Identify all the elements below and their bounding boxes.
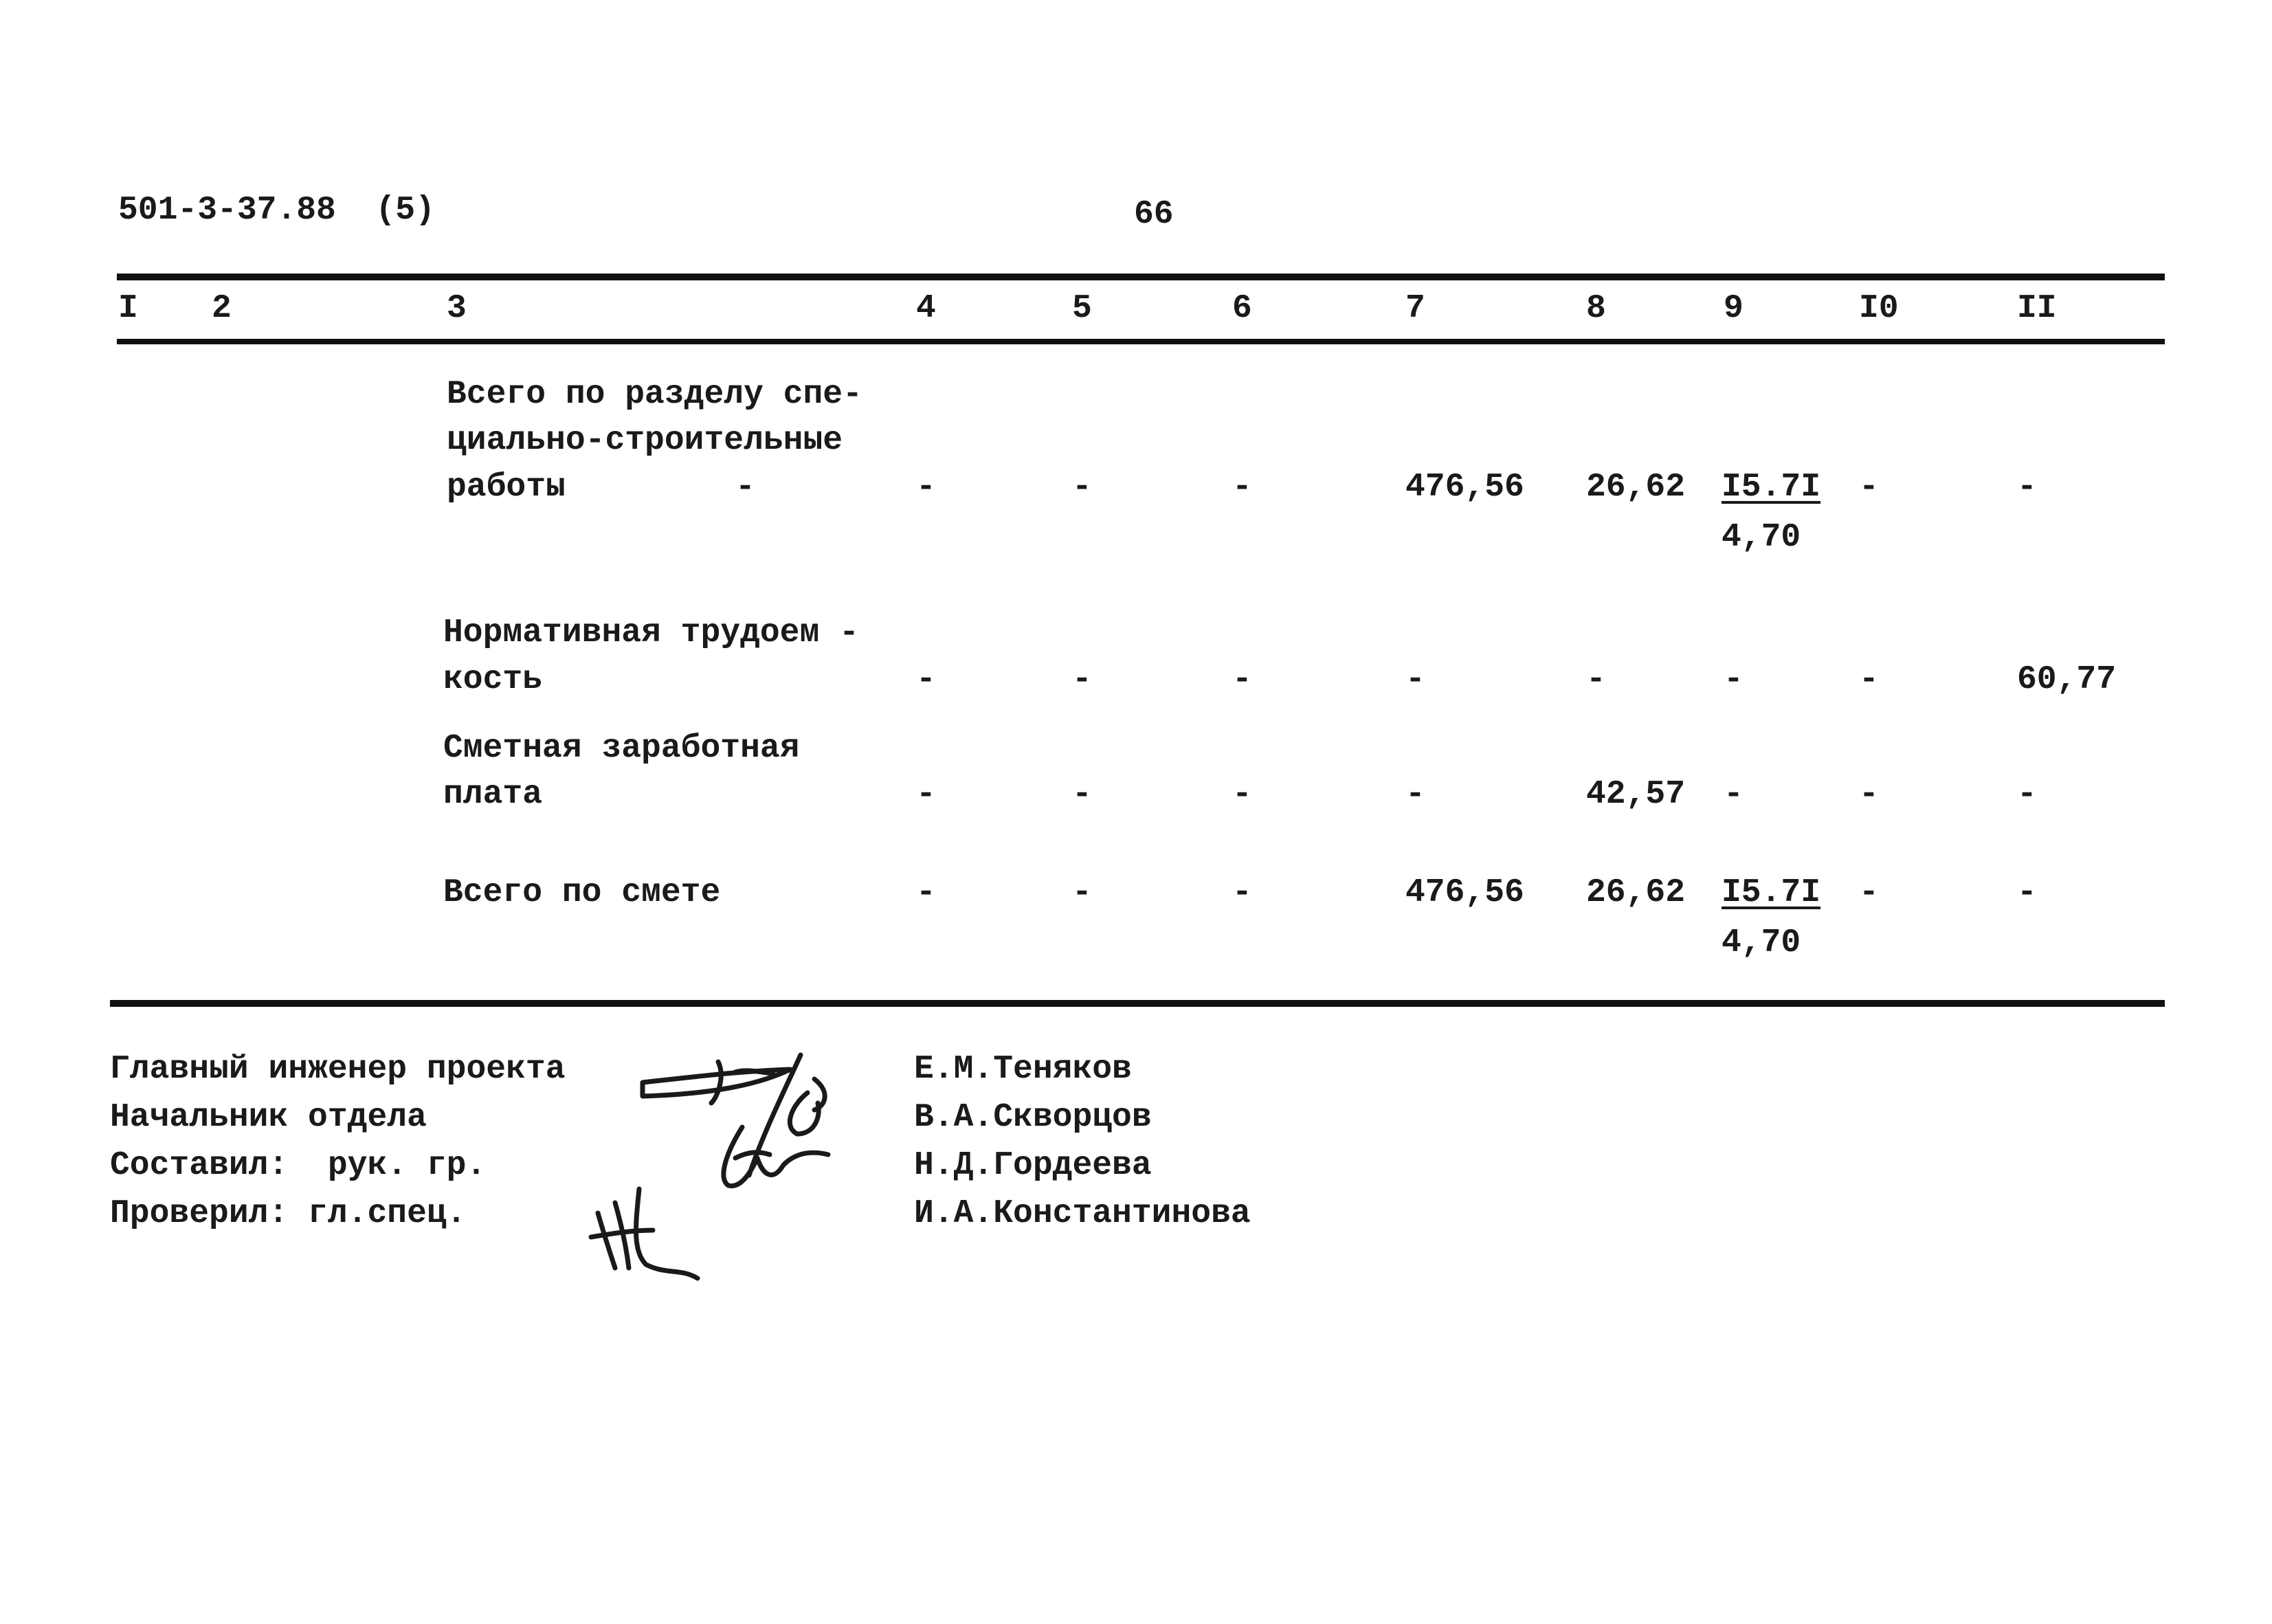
cell: -: [1724, 776, 1744, 813]
row-label-line: Всего по разделу спе-: [447, 376, 862, 413]
cell: -: [1072, 661, 1092, 698]
row-label-line: Нормативная трудоем -: [443, 614, 859, 652]
column-header: 5: [1072, 290, 1092, 327]
table-top-rule: [117, 274, 2165, 280]
row-label-line: Всего по смете: [443, 874, 721, 911]
person-name: И.А.Константинова: [914, 1195, 1251, 1232]
cell: -: [1586, 661, 1606, 698]
person-name: Н.Д.Гордеева: [914, 1147, 1152, 1184]
cell: -: [1859, 874, 1879, 911]
cell-fraction-bottom: 4,70: [1722, 924, 1801, 961]
cell: -: [1859, 776, 1879, 813]
cell: -: [916, 776, 936, 813]
cell: -: [1232, 469, 1252, 506]
row-label-line: циально-строительные: [447, 422, 843, 459]
document-code: 501-3-37.88 (5): [118, 192, 435, 229]
column-header: 2: [212, 290, 232, 327]
column-header: 9: [1724, 290, 1744, 327]
role-label: Проверил: гл.спец.: [110, 1195, 467, 1232]
cell: -: [1232, 661, 1252, 698]
cell: 476,56: [1405, 469, 1524, 506]
cell: -: [1072, 874, 1092, 911]
column-header: 8: [1586, 290, 1606, 327]
cell: -: [2017, 469, 2037, 506]
cell: -: [1405, 661, 1425, 698]
column-header: I0: [1859, 290, 1899, 327]
cell-fraction-top: I5.7I: [1722, 874, 1821, 911]
cell: 26,62: [1586, 469, 1686, 506]
cell: -: [1405, 776, 1425, 813]
cell: 42,57: [1586, 776, 1686, 813]
cell: -: [1859, 661, 1879, 698]
person-name: В.А.Скворцов: [914, 1099, 1152, 1136]
cell: -: [1859, 469, 1879, 506]
column-header: I: [118, 290, 138, 327]
cell: 60,77: [2017, 661, 2117, 698]
row-label-line: плата: [443, 776, 543, 813]
row-label-line: кость: [443, 661, 543, 698]
cell: -: [1072, 776, 1092, 813]
role-label: Начальник отдела: [110, 1099, 427, 1136]
role-label: Составил: рук. гр.: [110, 1147, 487, 1184]
column-header: 3: [447, 290, 467, 327]
handwritten-signatures: [577, 1031, 900, 1292]
person-name: Е.М.Теняков: [914, 1051, 1132, 1088]
page-number: 66: [1134, 196, 1174, 233]
cell: -: [1724, 661, 1744, 698]
header-bottom-rule: [117, 339, 2165, 344]
row-label-line: работы: [447, 469, 566, 506]
cell: -: [2017, 776, 2037, 813]
role-label: Главный инженер проекта: [110, 1051, 566, 1088]
column-header: 4: [916, 290, 936, 327]
cell: -: [1232, 874, 1252, 911]
cell: 26,62: [1586, 874, 1686, 911]
column-header: II: [2017, 290, 2057, 327]
cell-dash: -: [735, 469, 755, 506]
cell: -: [916, 874, 936, 911]
cell: -: [1232, 776, 1252, 813]
cell: -: [916, 661, 936, 698]
cell: -: [1072, 469, 1092, 506]
cell: -: [916, 469, 936, 506]
cell: 476,56: [1405, 874, 1524, 911]
cell: -: [2017, 874, 2037, 911]
table-bottom-rule: [110, 1000, 2165, 1007]
cell-fraction-top: I5.7I: [1722, 469, 1821, 506]
column-header: 6: [1232, 290, 1252, 327]
cell-fraction-bottom: 4,70: [1722, 519, 1801, 556]
column-header: 7: [1405, 290, 1425, 327]
row-label-line: Сметная заработная: [443, 730, 800, 767]
